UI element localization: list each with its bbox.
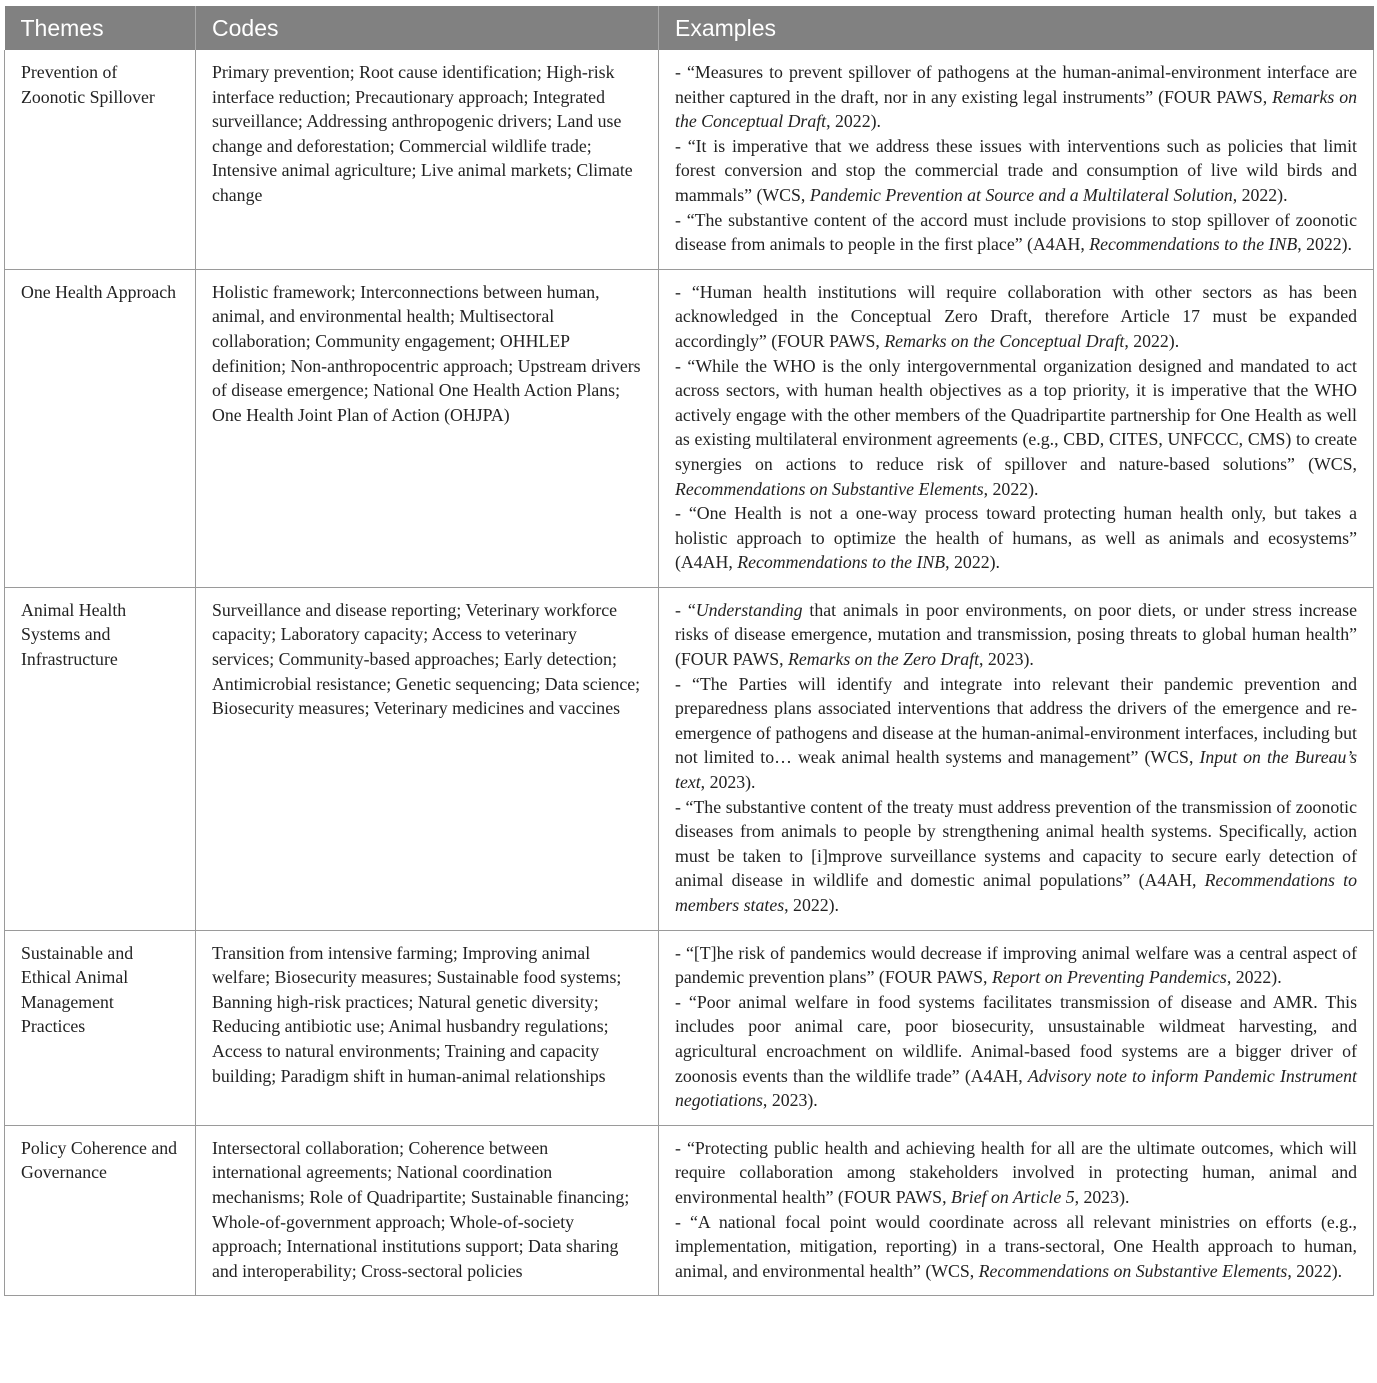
quote-text: - “Measures to prevent spillover of pathogens at the human-animal-environment interface are neither captured in the draft, nor in any existing legal instruments” (FOUR PAWS, [675, 62, 1357, 107]
codes-cell: Transition from intensive farming; Improving animal welfare; Biosecurity measures; Sustainable food systems; Banning high-risk practices; Natural genetic diversity; Reducing antibiotic use; Animal husbandry regulations; Access to natural environments; Training and capacity building; Paradigm shift in human-animal relationships [196, 930, 659, 1125]
examples-cell [659, 269, 1374, 587]
quote-text: - “It is imperative that we address these issues with interventions such as policies that limit forest conversion and stop the commercial trade and consumption of live wild birds and mammals” (WCS, [675, 135, 1357, 205]
source-title: Understanding [695, 599, 803, 620]
table-body [5, 50, 1374, 1296]
quote-text: , 2023). [1074, 1186, 1130, 1207]
header-codes: Codes [196, 6, 659, 50]
example-quote [675, 1136, 1357, 1210]
theme-cell: Animal Health Systems and Infrastructure [5, 587, 196, 930]
header-row [5, 6, 1374, 50]
example-quote [675, 941, 1357, 990]
quote-text: , 2022). [1124, 330, 1180, 351]
examples-cell [659, 587, 1374, 930]
quote-text: - “Poor animal welfare in food systems facilitates transmission of disease and AMR. This includes poor animal care, poor biosecurity, unsustainable wildmeat harvesting, and agricultural encroachment on wildlife. Animal-based food systems are a bigger driver of zoonosis events than the wildlife trade” (A4AH, [675, 991, 1357, 1086]
quote-text: - “The substantive content of the accord must include provisions to stop spillover of zoonotic disease from animals to people in the first place” (A4AH, [675, 209, 1357, 255]
table-row [5, 587, 1374, 930]
table-row [5, 269, 1374, 587]
quote-text: - “A national focal point would coordinate across all relevant ministries on efforts (e.g., implementation, mitigation, reporting) in a trans-sectoral, One Health approach to human, animal, and environmental health” (WCS, [675, 1211, 1357, 1281]
quote-text: , 2022). [826, 111, 881, 132]
example-quote [675, 134, 1357, 208]
example-quote [675, 501, 1357, 575]
source-title: Recommendations to members states [675, 870, 1357, 915]
source-title: Recommendations to the INB [737, 552, 946, 573]
quote-text: , 2023). [762, 1090, 818, 1111]
quote-text: - “Human health institutions will require collaboration with other sectors as has been acknowledged in the Conceptual Zero Draft, therefore Article 17 must be expanded accordingly” (FOUR PAWS, [675, 281, 1357, 351]
source-title: Advisory note to inform Pandemic Instrument negotiations [675, 1065, 1357, 1111]
theme-cell: One Health Approach [5, 269, 196, 587]
quote-text: - “[T]he risk of pandemics would decrease if improving animal welfare was a central aspect of pandemic prevention plans” (FOUR PAWS, [675, 942, 1357, 988]
table-header [5, 6, 1374, 50]
source-title: Remarks on the Zero Draft [788, 649, 980, 670]
example-quote [675, 795, 1357, 918]
theme-cell: Prevention of Zoonotic Spillover [5, 50, 196, 269]
examples-cell [659, 50, 1374, 269]
examples-cell [659, 1125, 1374, 1296]
table-row [5, 1125, 1374, 1296]
codes-cell: Primary prevention; Root cause identification; High-risk interface reduction; Precautionary approach; Integrated surveillance; Addressing anthropogenic drivers; Land use change and deforestation; Commercial wildlife trade; Intensive animal agriculture; Live animal markets; Climate change [196, 50, 659, 269]
examples-cell [659, 930, 1374, 1125]
example-quote [675, 208, 1357, 257]
quote-text: , 2023). [700, 772, 756, 793]
quote-text: , 2022). [1226, 967, 1282, 988]
quote-text: , 2022). [1287, 1260, 1343, 1281]
theme-cell: Sustainable and Ethical Animal Management Practices [5, 930, 196, 1125]
source-title: Input on the Bureau’s text [675, 747, 1357, 793]
codes-cell: Surveillance and disease reporting; Veterinary workforce capacity; Laboratory capacity; Access to veterinary services; Community-based approaches; Early detection; Antimicrobial resistance; Genetic sequencing; Data science; Biosecurity measures; Veterinary medicines and vaccines [196, 587, 659, 930]
header-examples: Examples [659, 6, 1374, 50]
source-title: Remarks on the Conceptual Draft [675, 86, 1357, 132]
source-title: Recommendations to the INB [1089, 234, 1298, 255]
example-quote [675, 598, 1357, 672]
theme-cell: Policy Coherence and Governance [5, 1125, 196, 1296]
quote-text: , 2022). [945, 552, 1000, 573]
header-themes: Themes [5, 6, 196, 50]
source-title: Brief on Article 5 [950, 1186, 1075, 1207]
quote-text: that animals in poor environments, on poor diets, or under stress increase risks of disease emergence, mutation and transmission, posing threats to global human health” (FOUR PAWS, [675, 599, 1357, 670]
themes-codes-examples-table [4, 6, 1374, 1296]
table-row [5, 930, 1374, 1125]
source-title: Recommendations on Substantive Elements [675, 478, 984, 499]
quote-text: , 2022). [1297, 234, 1353, 255]
example-quote [675, 280, 1357, 354]
quote-text: - “While the WHO is the only intergovernmental organization designed and mandated to act across sectors, with human health objectives as a top priority, it is imperative that the WHO actively engage with the other members of the Quadripartite partnership for One Health as well as existing multilateral environment agreements (e.g., CBD, CITES, UNFCCC, CMS) to create synergies on actions to reduce risk of spillover and nature-based solutions” (WCS, [675, 355, 1357, 474]
example-quote [675, 354, 1357, 502]
example-quote [675, 990, 1357, 1113]
source-title: Recommendations on Substantive Elements [978, 1260, 1288, 1281]
quote-text: , 2022). [983, 478, 1039, 499]
quote-text: - “Protecting public health and achieving health for all are the ultimate outcomes, which will require collaboration among stakeholders involved in protecting human, animal and environmental health” (FOUR PAWS, [675, 1137, 1357, 1207]
source-title: Report on Preventing Pandemics [991, 967, 1227, 988]
table-row [5, 50, 1374, 269]
quote-text: , 2023). [979, 649, 1034, 670]
example-quote [675, 60, 1357, 134]
source-title: Pandemic Prevention at Source and a Multilateral Solution [809, 184, 1233, 205]
quote-text: - “The Parties will identify and integrate into relevant their pandemic prevention and preparedness plans associated interventions that address the drivers of the emergence and re-emergence of pathogens and disease at the human-animal-environment interfaces, including but not limited to… weak animal health systems and management” (WCS, [675, 673, 1357, 768]
example-quote [675, 1210, 1357, 1284]
quote-text: , 2022). [784, 895, 839, 915]
codes-cell: Holistic framework; Interconnections between human, animal, and environmental health; Multisectoral collaboration; Community engagement; OHHLEP definition; Non-anthropocentric approach; Upstream drivers of disease emergence; National One Health Action Plans; One Health Joint Plan of Action (OHJPA) [196, 269, 659, 587]
quote-text: , 2022). [1232, 184, 1288, 205]
codes-cell: Intersectoral collaboration; Coherence between international agreements; National coordination mechanisms; Role of Quadripartite; Sustainable financing; Whole-of-government approach; Whole-of-society approach; International institutions support; Data sharing and interoperability; Cross-sectoral policies [196, 1125, 659, 1296]
quote-text: - “One Health is not a one-way process toward protecting human health only, but takes a holistic approach to optimize the health of humans, as well as animals and ecosystems” (A4AH, [675, 503, 1357, 573]
quote-text: - “The substantive content of the treaty must address prevention of the transmission of zoonotic diseases from animals to people by strengthening animal health systems. Specifically, action must be taken to [i]mprove surveillance systems and capacity to secure early detection of animal disease in wildlife and domestic animal populations” (A4AH, [675, 796, 1357, 891]
source-title: Remarks on the Conceptual Draft [884, 330, 1125, 351]
example-quote [675, 672, 1357, 795]
quote-text: - “ [675, 599, 696, 620]
